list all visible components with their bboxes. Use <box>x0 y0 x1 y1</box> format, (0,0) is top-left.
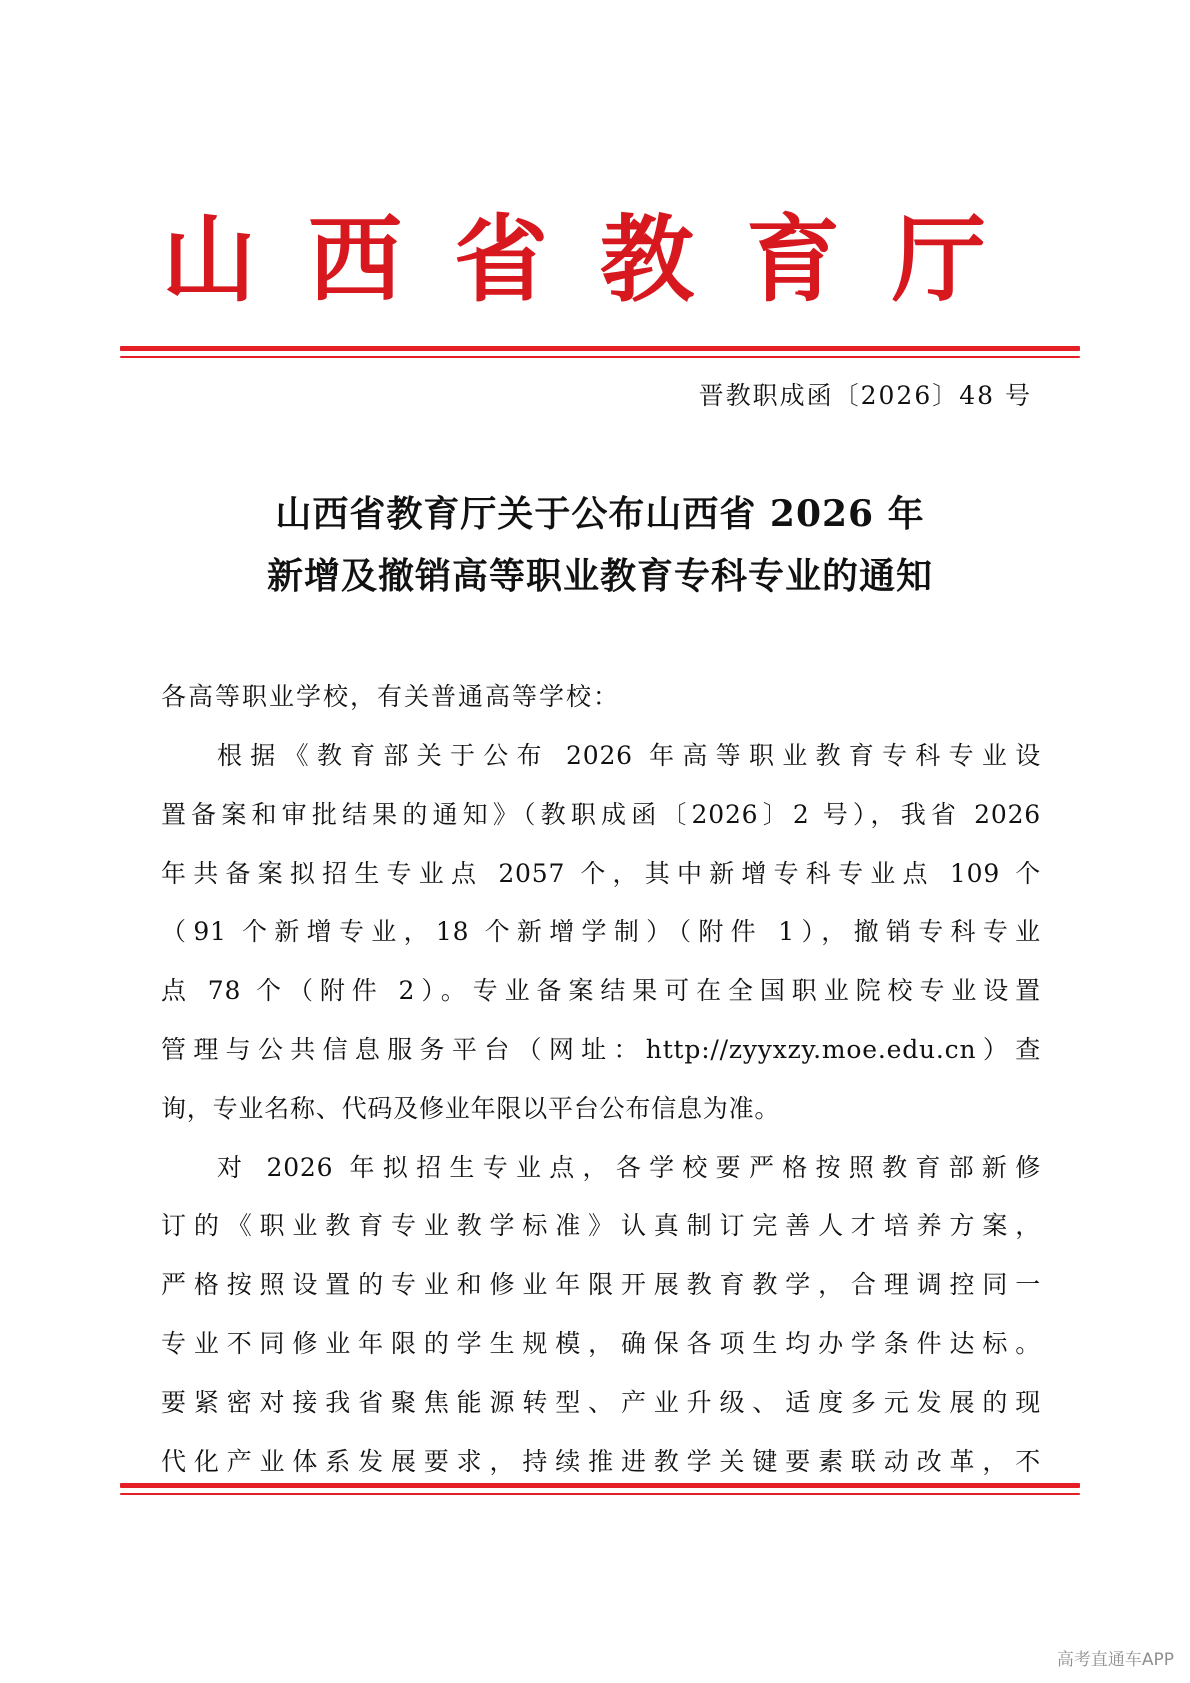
body-line-12: 要紧密对接我省聚焦能源转型、产业升级、适度多元发展的现 <box>161 1387 1041 1417</box>
top-thick-red-line <box>120 346 1080 351</box>
body-line-6: 管理与公共信息服务平台（网址：http://zyyxzy.moe.edu.cn）查 <box>161 1034 1041 1064</box>
bottom-thin-red-line <box>120 1493 1080 1495</box>
body-line-4: （91 个新增专业，18 个新增学制）（附件 1），撤销专科专业 <box>161 917 1041 947</box>
body-line-10: 严格按照设置的专业和修业年限开展教育教学，合理调控同一 <box>161 1270 1041 1300</box>
notice-body <box>161 727 1041 1491</box>
app-watermark: 高考直通车APP <box>1056 1650 1174 1670</box>
body-line-1: 根据《教育部关于公布 2026 年高等职业教育专科专业设 <box>217 741 1041 770</box>
body-line-13: 代化产业体系发展要求，持续推进教学关键要素联动改革，不 <box>161 1446 1041 1476</box>
bottom-thick-red-line <box>120 1483 1080 1488</box>
body-line-2: 置备案和审批结果的通知》（教职成函〔2026〕2 号），我省 2026 <box>161 799 1041 829</box>
document-number: 晋教职成函〔2026〕48 号 <box>698 381 1032 410</box>
body-line-7: 询，专业名称、代码及修业年限以平台公布信息为准。 <box>161 1093 781 1123</box>
recipient-salutation: 各高等职业学校，有关普通高等学校： <box>161 682 621 711</box>
notice-title-line-2: 新增及撤销高等职业教育专科专业的通知 <box>266 555 933 597</box>
body-line-3: 年共备案拟招生专业点 2057 个，其中新增专科专业点 109 个 <box>161 858 1041 888</box>
body-line-8: 对 2026 年拟招生专业点，各学校要严格按照教育部新修 <box>217 1152 1041 1182</box>
notice-title-line-1: 山西省教育厅关于公布山西省 2026 年 <box>275 493 925 535</box>
body-line-5: 点 78 个（附件 2）。专业备案结果可在全国职业院校专业设置 <box>161 976 1041 1006</box>
body-line-9: 订的《职业教育专业教学标准》认真制订完善人才培养方案， <box>161 1211 1041 1241</box>
agency-header-title: 山西省教育厅 <box>161 205 1038 315</box>
notice-title <box>120 483 1080 607</box>
body-line-11: 专业不同修业年限的学生规模，确保各项生均办学条件达标。 <box>161 1328 1041 1358</box>
top-thin-red-line <box>120 356 1080 358</box>
